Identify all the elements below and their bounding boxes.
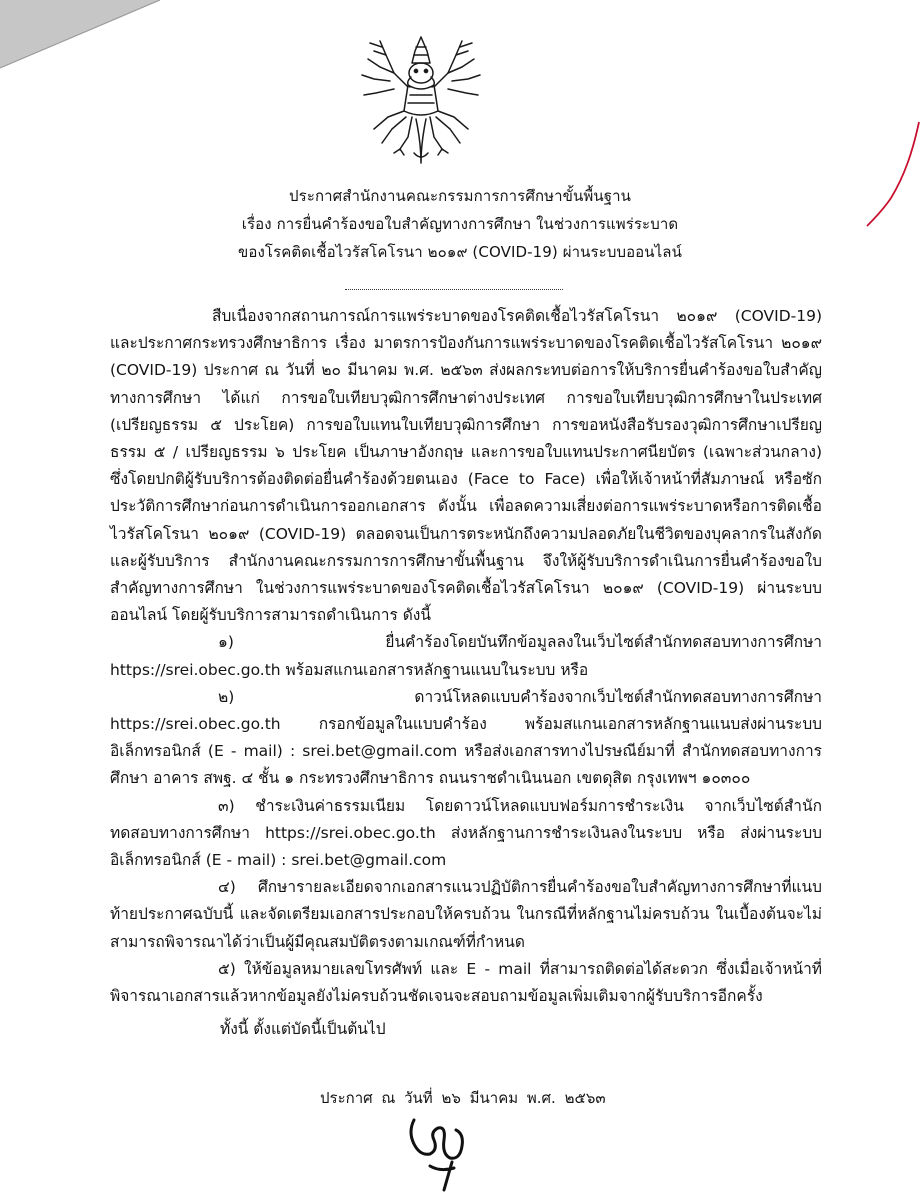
folded-corner-edge [0,0,190,90]
list-item: ๕) ให้ข้อมูลหมายเลขโทรศัพท์ และ E - mail ที่สามารถติดต่อได้สะดวก ซึ่งเมื่อเจ้าหน้าที่พิจารณาเอกสารแล้วหากข้อมูลยังไม่ครบถ้วนชัดเจนจะสอบถามข้อมูลเพิ่มเติมจากผู้รับบริการอีกครั้ง [110,959,822,1006]
header-title: ประกาศสำนักงานคณะกรรมการการศึกษาขั้นพื้นฐาน [289,187,631,205]
announcement-body [110,303,822,1043]
announcement-header [150,182,770,266]
list-item: ๑) ยื่นคำร้องโดยบันทึกข้อมูลลงในเว็บไซต์สำนักทดสอบทางการศึกษา https://srei.obec.go.th พร้อมสแกนเอกสารหลักฐานแนบในระบบ หรือ [110,633,822,679]
announcement-date: ประกาศ ณ วันที่ ๒๖ มีนาคม พ.ศ. ๒๕๖๓ [320,1089,606,1107]
header-subject-continued: ของโรคติดเชื้อไวรัสโคโรนา ๒๐๑๙ (COVID-19) ผ่านระบบออนไลน์ [238,243,682,261]
header-separator [345,289,563,290]
list-item: ๓) ชำระเงินค่าธรรมเนียม โดยดาวน์โหลดแบบฟอร์มการชำระเงิน จากเว็บไซต์สำนักทดสอบทางการศึกษา https://srei.obec.go.th ส่งหลักฐานการชำระเงินลงในระบบ หรือ ส่งผ่านระบบอิเล็กทรอนิกส์ (E - mail) : srei.bet@gmail.com [110,796,822,870]
red-pen-mark [861,120,921,230]
intro-paragraph: สืบเนื่องจากสถานการณ์การแพร่ระบาดของโรคติดเชื้อไวรัสโคโรนา ๒๐๑๙ (COVID-19) และประกาศกระทรวงศึกษาธิการ เรื่อง มาตรการป้องกันการแพร่ระบาดของโรคติดเชื้อไวรัสโคโรนา ๒๐๑๙ (COVID-19) ประกาศ ณ วันที่ ๒๐ มีนาคม พ.ศ. ๒๕๖๓ ส่งผลกระทบต่อการให้บริการยื่นคำร้องขอใบสำคัญทางการศึกษา ได้แก่ การขอใบเทียบวุฒิการศึกษาต่างประเทศ การขอใบเทียบวุฒิการศึกษาในประเทศ (เปรียญธรรม ๕ ประโยค) การขอใบแทนใบเทียบวุฒิการศึกษา การขอหนังสือรับรองวุฒิการศึกษาเปรียญธรรม ๕ / เปรียญธรรม ๖ ประโยค เป็นภาษาอังกฤษ และการขอใบแทนประกาศนียบัตร (เฉพาะส่วนกลาง) ซึ่งโดยปกติผู้รับบริการต้องติดต่อยื่นคำร้องด้วยตนเอง (Face to Face) เพื่อให้เจ้าหน้าที่สัมภาษณ์ หรือซักประวัติการศึกษาก่อนการดำเนินการออกเอกสาร ดังนั้น เพื่อลดความเสี่ยงต่อการแพร่ระบาดหรือการติดเชื้อไวรัสโคโรนา ๒๐๑๙ (COVID-19) ตลอดจนเป็นการตระหนักถึงความปลอดภัยในชีวิตของบุคลากรในสังกัดและผู้รับบริการ สำนักงานคณะกรรมการการศึกษาขั้นพื้นฐาน จึงให้ผู้รับบริการดำเนินการยื่นคำร้องขอใบสำคัญทางการศึกษา ในช่วงการแพร่ระบาดของโรคติดเชื้อไวรัสโคโรนา ๒๐๑๙ (COVID-19) ผ่านระบบออนไลน์ โดยผู้รับบริการสามารถดำเนินการ ดังนี้ [110,307,822,625]
list-item: ๔) ศึกษารายละเอียดจากเอกสารแนวปฏิบัติการยื่นคำร้องขอใบสำคัญทางการศึกษาที่แนบท้ายประกาศฉบับนี้ และจัดเตรียมเอกสารประกอบให้ครบถ้วน ในกรณีที่หลักฐานไม่ครบถ้วน ในเบื้องต้นจะไม่สามารถพิจารณาได้ว่าเป็นผู้มีคุณสมบัติตรงตามเกณฑ์ที่กำหนด [110,878,822,951]
closing-statement: ทั้งนี้ ตั้งแต่บัดนี้เป็นต้นไป [220,1020,386,1039]
list-item: ๒) ดาวน์โหลดแบบคำร้องจากเว็บไซต์สำนักทดสอบทางการศึกษา https://srei.obec.go.th กรอกข้อมูลในแบบคำร้อง พร้อมสแกนเอกสารหลักฐานแนบส่งผ่านระบบอิเล็กทรอนิกส์ (E - mail) : srei.bet@gmail.com หรือส่งเอกสารทางไปรษณีย์มาที่ สำนักทดสอบทางการศึกษา อาคาร สพฐ. ๔ ชั้น ๑ กระทรวงศึกษาธิการ ถนนราชดำเนินนอก เขตดุสิต กรุงเทพฯ ๑๐๓๐๐ [110,687,822,788]
signature-icon [400,1110,480,1198]
header-subject: เรื่อง การยื่นคำร้องขอใบสำคัญทางการศึกษา ในช่วงการแพร่ระบาด [241,215,679,233]
garuda-emblem-icon [360,33,482,168]
